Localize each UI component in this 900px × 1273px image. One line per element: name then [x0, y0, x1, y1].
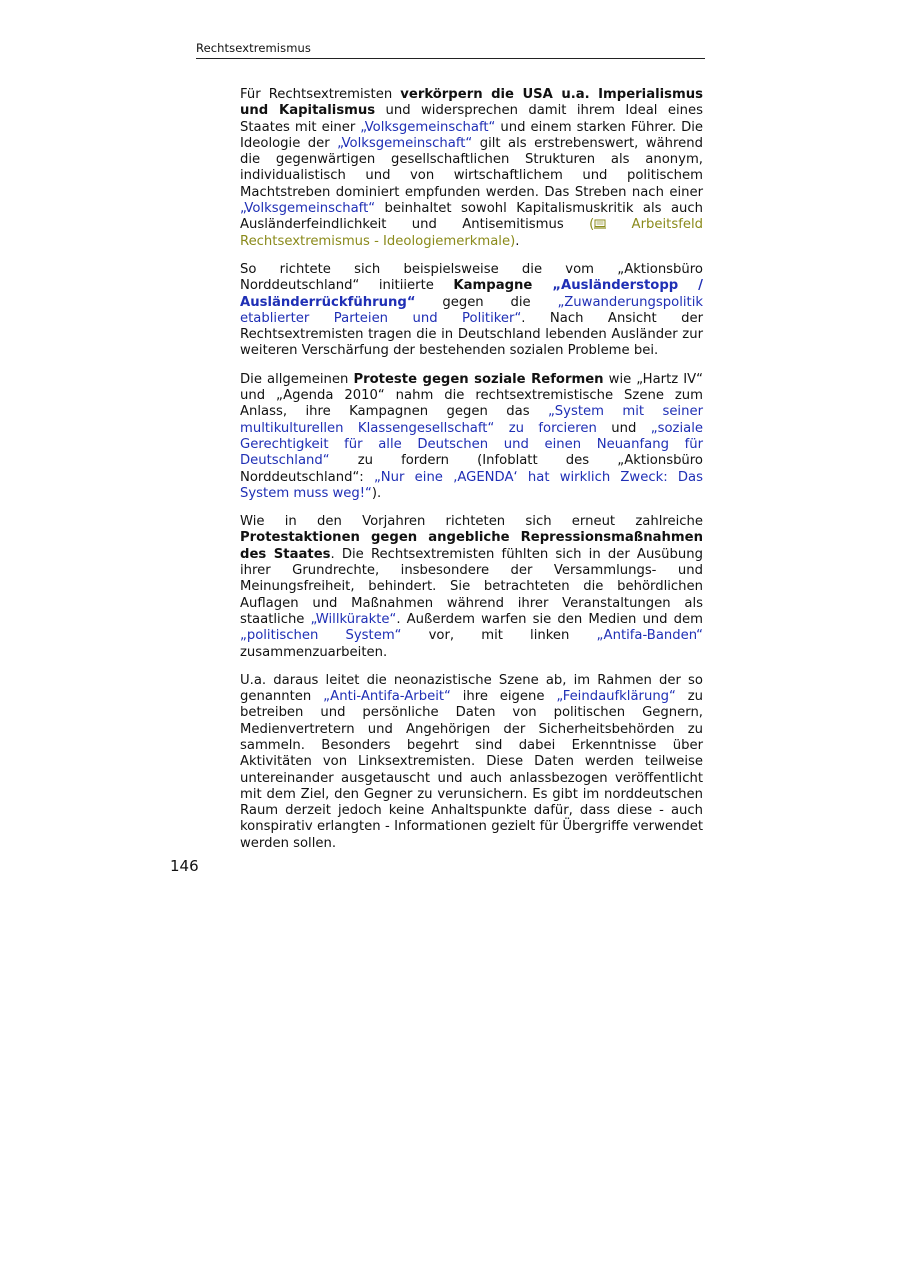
paragraph-2: So richtete sich beispielsweise die vom „Aktionsbüro Norddeutschland“ initiierte Kampagne „Ausländerstopp / Ausländerrückführung“ gegen die „Zuwanderungspolitik etablierter Parteien und Politiker“. Nach Ansicht der Rechtsextremisten tragen die in Deutschland lebenden Ausländer zur weiteren Verschärfung der bestehenden sozialen Probleme bei.: [240, 261, 703, 359]
quote: „System mit seiner multikulturellen Klassengesellschaft“ zu forcieren: [240, 404, 703, 436]
quote: „soziale Gerechtigkeit für alle Deutschen und einen Neuanfang für Deutschland“: [240, 420, 703, 469]
quote: „Volksgemeinschaft“: [360, 119, 496, 135]
quote: „Antifa-Banden“: [596, 628, 703, 644]
paragraph-4: Wie in den Vorjahren richteten sich erneut zahlreiche Protestaktionen gegen angebliche Repressionsmaßnahmen des Staates. Die Rechtsextremisten fühlten sich in der Ausübung ihrer Grundrechte, insbesondere der Versammlungs- und Meinungsfreiheit, behindert. Sie betrachteten die behördlichen Auflagen und Maßnahmen während ihrer Veranstaltungen als staatliche „Willkürakte“. Außerdem warfen sie den Medien und dem „politischen System“ vor, mit linken „Antifa-Banden“ zusammenzuarbeiten.: [240, 514, 703, 660]
running-header: Rechtsextremismus: [196, 41, 705, 59]
quote: „Volksgemeinschaft“: [240, 201, 376, 217]
quote: „Volksgemeinschaft“: [337, 135, 473, 151]
quote: „politischen System“: [240, 628, 402, 644]
page-number: 146: [170, 857, 199, 875]
quote: „Zuwanderungspolitik etablierter Parteien und Politiker“: [240, 294, 703, 326]
quote: „Willkürakte“: [310, 611, 397, 627]
emphasis: Kampagne: [453, 278, 553, 294]
emphasis: Proteste gegen soziale Reformen: [353, 371, 604, 387]
quote: „Nur eine ‚AGENDA‘ hat wirklich Zweck: Das System muss weg!“: [240, 469, 703, 501]
emphasis: verkörpern die USA u.a. Imperialismus und Kapitalismus: [240, 87, 703, 119]
paragraph-1: Für Rechtsextremisten verkörpern die USA u.a. Imperialismus und Kapitalismus und widersprechen damit ihrem Ideal eines Staates mit einer „Volksgemeinschaft“ und einem starken Führer. Die Ideologie der „Volksgemeinschaft“ gilt als erstrebenswert, während die gegenwärtigen gesellschaftlichen Strukturen als anonym, individualistisch und von wirtschaftlichem und politischem Machtstreben dominiert empfunden werden. Das Streben nach einer „Volksgemeinschaft“ beinhaltet sowohl Kapitalismuskritik als auch Ausländerfeindlichkeit und Antisemitismus ( Arbeitsfeld Rechtsextremismus - Ideologiemerkmale).: [240, 87, 703, 249]
quote: „Ausländerstopp / Ausländerrückführung“: [240, 278, 703, 310]
quote: „Feindaufklärung“: [556, 689, 676, 705]
body-text: [240, 87, 703, 864]
emphasis: Protestaktionen gegen angebliche Repressionsmaßnahmen des Staates: [240, 530, 703, 562]
paragraph-3: Die allgemeinen Proteste gegen soziale Reformen wie „Hartz IV“ und „Agenda 2010“ nahm die rechtsextremistische Szene zum Anlass, ihre Kampagnen gegen das „System mit seiner multikulturellen Klassengesellschaft“ zu forcieren und „soziale Gerechtigkeit für alle Deutschen und einen Neuanfang für Deutschland“ zu fordern (Infoblatt des „Aktionsbüro Norddeutschland“: „Nur eine ‚AGENDA‘ hat wirklich Zweck: Das System muss weg!“).: [240, 371, 703, 501]
quote: „Anti-Antifa-Arbeit“: [323, 689, 451, 705]
paragraph-5: U.a. daraus leitet die neonazistische Szene ab, im Rahmen der so genannten „Anti-Antifa-Arbeit“ ihre eigene „Feindaufklärung“ zu betreiben und persönliche Daten von politischen Gegnern, Medienvertretern und Angehörigen der Sicherheitsbehörden zu sammeln. Besonders begehrt sind dabei Erkenntnisse über Aktivitäten von Linksextremisten. Diese Daten werden teilweise untereinander ausgetauscht und auch anlassbezogen veröffentlicht mit dem Ziel, den Gegner zu verunsichern. Es gibt im norddeutschen Raum derzeit jedoch keine Anhaltspunkte dafür, dass diese - auch konspirativ erlangten - Informationen gezielt für Übergriffe verwendet werden sollen.: [240, 672, 703, 851]
cross-reference-link[interactable]: ( Arbeitsfeld Rechtsextremismus - Ideologiemerkmale): [240, 217, 703, 249]
book-icon: [594, 219, 606, 229]
